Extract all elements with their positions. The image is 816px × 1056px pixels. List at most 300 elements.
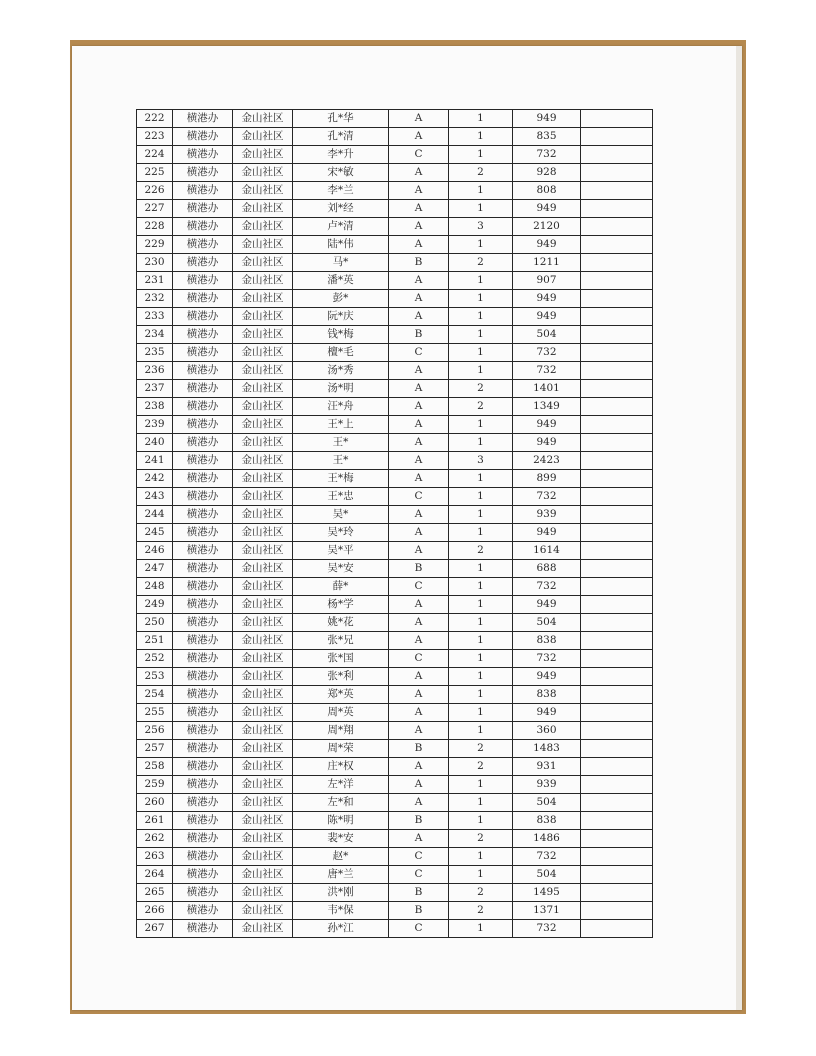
cell-household-count: 1 bbox=[449, 362, 513, 380]
cell-amount: 949 bbox=[513, 524, 581, 542]
cell-row-number: 260 bbox=[137, 794, 173, 812]
cell-row-number: 231 bbox=[137, 272, 173, 290]
cell-community: 金山社区 bbox=[233, 758, 293, 776]
cell-household-count: 2 bbox=[449, 758, 513, 776]
cell-household-count: 3 bbox=[449, 452, 513, 470]
cell-office: 横港办 bbox=[173, 560, 233, 578]
cell-office: 横港办 bbox=[173, 272, 233, 290]
cell-note bbox=[581, 614, 653, 632]
cell-note bbox=[581, 578, 653, 596]
cell-office: 横港办 bbox=[173, 470, 233, 488]
cell-name: 左*洋 bbox=[293, 776, 389, 794]
cell-row-number: 227 bbox=[137, 200, 173, 218]
cell-name: 钱*梅 bbox=[293, 326, 389, 344]
cell-name: 郑*英 bbox=[293, 686, 389, 704]
cell-office: 横港办 bbox=[173, 848, 233, 866]
cell-amount: 732 bbox=[513, 344, 581, 362]
cell-name: 彭* bbox=[293, 290, 389, 308]
cell-community: 金山社区 bbox=[233, 128, 293, 146]
cell-name: 周*荣 bbox=[293, 740, 389, 758]
cell-category: A bbox=[389, 704, 449, 722]
table-row bbox=[137, 416, 653, 434]
cell-row-number: 264 bbox=[137, 866, 173, 884]
cell-name: 吴*平 bbox=[293, 542, 389, 560]
cell-amount: 939 bbox=[513, 506, 581, 524]
cell-office: 横港办 bbox=[173, 398, 233, 416]
cell-category: C bbox=[389, 344, 449, 362]
cell-note bbox=[581, 398, 653, 416]
cell-note bbox=[581, 686, 653, 704]
cell-amount: 949 bbox=[513, 200, 581, 218]
cell-amount: 1401 bbox=[513, 380, 581, 398]
cell-community: 金山社区 bbox=[233, 416, 293, 434]
cell-office: 横港办 bbox=[173, 416, 233, 434]
cell-community: 金山社区 bbox=[233, 236, 293, 254]
cell-note bbox=[581, 560, 653, 578]
cell-note bbox=[581, 362, 653, 380]
cell-household-count: 1 bbox=[449, 200, 513, 218]
cell-community: 金山社区 bbox=[233, 542, 293, 560]
cell-amount: 838 bbox=[513, 632, 581, 650]
table-row bbox=[137, 110, 653, 128]
table-row bbox=[137, 830, 653, 848]
cell-row-number: 245 bbox=[137, 524, 173, 542]
cell-household-count: 1 bbox=[449, 686, 513, 704]
cell-amount: 899 bbox=[513, 470, 581, 488]
cell-amount: 1371 bbox=[513, 902, 581, 920]
cell-community: 金山社区 bbox=[233, 902, 293, 920]
cell-note bbox=[581, 848, 653, 866]
cell-household-count: 1 bbox=[449, 848, 513, 866]
cell-name: 李*升 bbox=[293, 146, 389, 164]
cell-amount: 949 bbox=[513, 110, 581, 128]
cell-household-count: 1 bbox=[449, 920, 513, 938]
cell-note bbox=[581, 488, 653, 506]
cell-community: 金山社区 bbox=[233, 632, 293, 650]
cell-row-number: 259 bbox=[137, 776, 173, 794]
cell-office: 横港办 bbox=[173, 380, 233, 398]
table-row bbox=[137, 776, 653, 794]
cell-community: 金山社区 bbox=[233, 830, 293, 848]
cell-household-count: 1 bbox=[449, 236, 513, 254]
cell-note bbox=[581, 146, 653, 164]
cell-note bbox=[581, 668, 653, 686]
cell-household-count: 1 bbox=[449, 182, 513, 200]
cell-office: 横港办 bbox=[173, 290, 233, 308]
cell-category: A bbox=[389, 308, 449, 326]
cell-community: 金山社区 bbox=[233, 794, 293, 812]
cell-row-number: 251 bbox=[137, 632, 173, 650]
cell-note bbox=[581, 758, 653, 776]
cell-office: 横港办 bbox=[173, 488, 233, 506]
cell-row-number: 228 bbox=[137, 218, 173, 236]
cell-category: A bbox=[389, 452, 449, 470]
cell-household-count: 1 bbox=[449, 596, 513, 614]
table-row bbox=[137, 758, 653, 776]
cell-amount: 1211 bbox=[513, 254, 581, 272]
cell-household-count: 1 bbox=[449, 632, 513, 650]
cell-amount: 1495 bbox=[513, 884, 581, 902]
cell-row-number: 239 bbox=[137, 416, 173, 434]
cell-note bbox=[581, 182, 653, 200]
cell-name: 姚*花 bbox=[293, 614, 389, 632]
cell-name: 孔*清 bbox=[293, 128, 389, 146]
cell-community: 金山社区 bbox=[233, 560, 293, 578]
table-row bbox=[137, 452, 653, 470]
cell-row-number: 236 bbox=[137, 362, 173, 380]
cell-office: 横港办 bbox=[173, 614, 233, 632]
table-row bbox=[137, 326, 653, 344]
cell-name: 吴*玲 bbox=[293, 524, 389, 542]
cell-household-count: 1 bbox=[449, 308, 513, 326]
table-row bbox=[137, 308, 653, 326]
table-row bbox=[137, 434, 653, 452]
cell-household-count: 1 bbox=[449, 668, 513, 686]
cell-community: 金山社区 bbox=[233, 614, 293, 632]
cell-household-count: 1 bbox=[449, 776, 513, 794]
table-row bbox=[137, 506, 653, 524]
cell-category: A bbox=[389, 614, 449, 632]
cell-name: 王* bbox=[293, 452, 389, 470]
cell-office: 横港办 bbox=[173, 308, 233, 326]
cell-category: C bbox=[389, 866, 449, 884]
table-row bbox=[137, 380, 653, 398]
cell-household-count: 1 bbox=[449, 272, 513, 290]
cell-amount: 688 bbox=[513, 560, 581, 578]
cell-category: A bbox=[389, 416, 449, 434]
cell-community: 金山社区 bbox=[233, 218, 293, 236]
cell-note bbox=[581, 236, 653, 254]
cell-row-number: 233 bbox=[137, 308, 173, 326]
cell-amount: 808 bbox=[513, 182, 581, 200]
cell-community: 金山社区 bbox=[233, 668, 293, 686]
cell-name: 孔*华 bbox=[293, 110, 389, 128]
table-row bbox=[137, 812, 653, 830]
cell-office: 横港办 bbox=[173, 542, 233, 560]
cell-row-number: 257 bbox=[137, 740, 173, 758]
cell-amount: 838 bbox=[513, 812, 581, 830]
cell-category: A bbox=[389, 596, 449, 614]
cell-category: B bbox=[389, 740, 449, 758]
cell-note bbox=[581, 596, 653, 614]
cell-row-number: 240 bbox=[137, 434, 173, 452]
cell-category: B bbox=[389, 326, 449, 344]
cell-office: 横港办 bbox=[173, 920, 233, 938]
cell-community: 金山社区 bbox=[233, 722, 293, 740]
cell-household-count: 1 bbox=[449, 722, 513, 740]
cell-name: 裴*安 bbox=[293, 830, 389, 848]
cell-office: 横港办 bbox=[173, 578, 233, 596]
cell-community: 金山社区 bbox=[233, 434, 293, 452]
cell-category: A bbox=[389, 110, 449, 128]
cell-name: 陈*明 bbox=[293, 812, 389, 830]
cell-amount: 949 bbox=[513, 236, 581, 254]
cell-community: 金山社区 bbox=[233, 200, 293, 218]
cell-note bbox=[581, 632, 653, 650]
cell-office: 横港办 bbox=[173, 182, 233, 200]
cell-category: A bbox=[389, 164, 449, 182]
cell-amount: 835 bbox=[513, 128, 581, 146]
cell-household-count: 2 bbox=[449, 884, 513, 902]
cell-name: 马* bbox=[293, 254, 389, 272]
cell-office: 横港办 bbox=[173, 740, 233, 758]
cell-row-number: 242 bbox=[137, 470, 173, 488]
cell-note bbox=[581, 110, 653, 128]
cell-row-number: 235 bbox=[137, 344, 173, 362]
cell-household-count: 3 bbox=[449, 218, 513, 236]
cell-amount: 1486 bbox=[513, 830, 581, 848]
cell-category: A bbox=[389, 200, 449, 218]
cell-category: A bbox=[389, 236, 449, 254]
cell-household-count: 1 bbox=[449, 110, 513, 128]
cell-category: A bbox=[389, 128, 449, 146]
cell-amount: 732 bbox=[513, 362, 581, 380]
cell-amount: 732 bbox=[513, 848, 581, 866]
cell-household-count: 1 bbox=[449, 866, 513, 884]
cell-community: 金山社区 bbox=[233, 866, 293, 884]
cell-household-count: 1 bbox=[449, 650, 513, 668]
cell-name: 王*上 bbox=[293, 416, 389, 434]
table-row bbox=[137, 200, 653, 218]
recipient-table bbox=[136, 109, 653, 938]
cell-office: 横港办 bbox=[173, 110, 233, 128]
cell-household-count: 1 bbox=[449, 614, 513, 632]
table-row bbox=[137, 128, 653, 146]
cell-community: 金山社区 bbox=[233, 308, 293, 326]
table-row bbox=[137, 290, 653, 308]
cell-row-number: 246 bbox=[137, 542, 173, 560]
table-row bbox=[137, 560, 653, 578]
cell-community: 金山社区 bbox=[233, 398, 293, 416]
cell-office: 横港办 bbox=[173, 758, 233, 776]
cell-name: 张*兄 bbox=[293, 632, 389, 650]
table-row bbox=[137, 668, 653, 686]
cell-office: 横港办 bbox=[173, 236, 233, 254]
cell-community: 金山社区 bbox=[233, 740, 293, 758]
cell-office: 横港办 bbox=[173, 884, 233, 902]
cell-category: A bbox=[389, 524, 449, 542]
cell-row-number: 250 bbox=[137, 614, 173, 632]
cell-note bbox=[581, 866, 653, 884]
cell-household-count: 1 bbox=[449, 524, 513, 542]
cell-name: 宋*敏 bbox=[293, 164, 389, 182]
table-row bbox=[137, 272, 653, 290]
table-row bbox=[137, 344, 653, 362]
cell-row-number: 262 bbox=[137, 830, 173, 848]
cell-community: 金山社区 bbox=[233, 254, 293, 272]
cell-row-number: 244 bbox=[137, 506, 173, 524]
cell-category: A bbox=[389, 218, 449, 236]
table-row bbox=[137, 524, 653, 542]
cell-community: 金山社区 bbox=[233, 146, 293, 164]
cell-note bbox=[581, 740, 653, 758]
cell-note bbox=[581, 470, 653, 488]
cell-note bbox=[581, 830, 653, 848]
cell-household-count: 2 bbox=[449, 254, 513, 272]
cell-name: 孙*江 bbox=[293, 920, 389, 938]
cell-name: 王*忠 bbox=[293, 488, 389, 506]
cell-name: 潘*英 bbox=[293, 272, 389, 290]
cell-row-number: 224 bbox=[137, 146, 173, 164]
cell-category: C bbox=[389, 578, 449, 596]
cell-row-number: 241 bbox=[137, 452, 173, 470]
cell-household-count: 2 bbox=[449, 398, 513, 416]
cell-note bbox=[581, 812, 653, 830]
cell-note bbox=[581, 524, 653, 542]
cell-amount: 1349 bbox=[513, 398, 581, 416]
cell-row-number: 249 bbox=[137, 596, 173, 614]
cell-category: A bbox=[389, 272, 449, 290]
table-row bbox=[137, 542, 653, 560]
cell-name: 吴*安 bbox=[293, 560, 389, 578]
cell-amount: 2423 bbox=[513, 452, 581, 470]
cell-category: B bbox=[389, 884, 449, 902]
cell-name: 韦*保 bbox=[293, 902, 389, 920]
cell-amount: 939 bbox=[513, 776, 581, 794]
cell-community: 金山社区 bbox=[233, 776, 293, 794]
cell-office: 横港办 bbox=[173, 866, 233, 884]
cell-household-count: 1 bbox=[449, 416, 513, 434]
cell-household-count: 1 bbox=[449, 434, 513, 452]
cell-row-number: 243 bbox=[137, 488, 173, 506]
table-row bbox=[137, 722, 653, 740]
table-row bbox=[137, 398, 653, 416]
cell-amount: 732 bbox=[513, 650, 581, 668]
table-row bbox=[137, 164, 653, 182]
cell-category: A bbox=[389, 290, 449, 308]
cell-office: 横港办 bbox=[173, 254, 233, 272]
cell-name: 吴* bbox=[293, 506, 389, 524]
cell-note bbox=[581, 308, 653, 326]
cell-amount: 732 bbox=[513, 146, 581, 164]
cell-office: 横港办 bbox=[173, 704, 233, 722]
cell-office: 横港办 bbox=[173, 902, 233, 920]
cell-amount: 732 bbox=[513, 578, 581, 596]
cell-office: 横港办 bbox=[173, 596, 233, 614]
cell-office: 横港办 bbox=[173, 452, 233, 470]
cell-community: 金山社区 bbox=[233, 596, 293, 614]
cell-name: 薛* bbox=[293, 578, 389, 596]
cell-note bbox=[581, 272, 653, 290]
cell-category: A bbox=[389, 758, 449, 776]
cell-row-number: 222 bbox=[137, 110, 173, 128]
cell-community: 金山社区 bbox=[233, 182, 293, 200]
cell-row-number: 234 bbox=[137, 326, 173, 344]
cell-household-count: 2 bbox=[449, 902, 513, 920]
table-row bbox=[137, 632, 653, 650]
cell-category: B bbox=[389, 254, 449, 272]
cell-amount: 907 bbox=[513, 272, 581, 290]
cell-name: 卢*清 bbox=[293, 218, 389, 236]
cell-note bbox=[581, 884, 653, 902]
cell-office: 横港办 bbox=[173, 776, 233, 794]
cell-category: B bbox=[389, 812, 449, 830]
cell-household-count: 1 bbox=[449, 812, 513, 830]
cell-category: A bbox=[389, 686, 449, 704]
cell-amount: 949 bbox=[513, 434, 581, 452]
cell-community: 金山社区 bbox=[233, 380, 293, 398]
cell-note bbox=[581, 434, 653, 452]
cell-note bbox=[581, 326, 653, 344]
cell-note bbox=[581, 902, 653, 920]
table-row bbox=[137, 866, 653, 884]
cell-note bbox=[581, 794, 653, 812]
cell-row-number: 252 bbox=[137, 650, 173, 668]
cell-household-count: 2 bbox=[449, 380, 513, 398]
cell-office: 横港办 bbox=[173, 524, 233, 542]
table-body bbox=[137, 110, 653, 938]
cell-household-count: 2 bbox=[449, 164, 513, 182]
cell-household-count: 1 bbox=[449, 128, 513, 146]
cell-row-number: 229 bbox=[137, 236, 173, 254]
cell-community: 金山社区 bbox=[233, 164, 293, 182]
cell-office: 横港办 bbox=[173, 506, 233, 524]
cell-row-number: 265 bbox=[137, 884, 173, 902]
cell-name: 刘*经 bbox=[293, 200, 389, 218]
cell-community: 金山社区 bbox=[233, 704, 293, 722]
cell-row-number: 247 bbox=[137, 560, 173, 578]
cell-name: 张*利 bbox=[293, 668, 389, 686]
cell-community: 金山社区 bbox=[233, 488, 293, 506]
cell-category: A bbox=[389, 830, 449, 848]
cell-office: 横港办 bbox=[173, 326, 233, 344]
cell-amount: 949 bbox=[513, 416, 581, 434]
cell-category: A bbox=[389, 470, 449, 488]
cell-row-number: 266 bbox=[137, 902, 173, 920]
cell-household-count: 2 bbox=[449, 830, 513, 848]
cell-row-number: 237 bbox=[137, 380, 173, 398]
cell-household-count: 2 bbox=[449, 542, 513, 560]
table-row bbox=[137, 884, 653, 902]
table-row bbox=[137, 614, 653, 632]
cell-amount: 928 bbox=[513, 164, 581, 182]
cell-office: 横港办 bbox=[173, 686, 233, 704]
cell-name: 周*英 bbox=[293, 704, 389, 722]
cell-office: 横港办 bbox=[173, 650, 233, 668]
table-row bbox=[137, 650, 653, 668]
cell-amount: 949 bbox=[513, 596, 581, 614]
cell-household-count: 1 bbox=[449, 290, 513, 308]
cell-note bbox=[581, 344, 653, 362]
cell-amount: 2120 bbox=[513, 218, 581, 236]
cell-community: 金山社区 bbox=[233, 290, 293, 308]
cell-office: 横港办 bbox=[173, 344, 233, 362]
cell-office: 横港办 bbox=[173, 830, 233, 848]
cell-office: 横港办 bbox=[173, 434, 233, 452]
cell-household-count: 1 bbox=[449, 470, 513, 488]
cell-category: A bbox=[389, 776, 449, 794]
cell-name: 左*和 bbox=[293, 794, 389, 812]
cell-row-number: 255 bbox=[137, 704, 173, 722]
cell-community: 金山社区 bbox=[233, 344, 293, 362]
cell-category: C bbox=[389, 920, 449, 938]
cell-category: C bbox=[389, 848, 449, 866]
cell-category: A bbox=[389, 182, 449, 200]
cell-name: 阮*庆 bbox=[293, 308, 389, 326]
table-row bbox=[137, 920, 653, 938]
cell-household-count: 1 bbox=[449, 794, 513, 812]
cell-amount: 360 bbox=[513, 722, 581, 740]
cell-office: 横港办 bbox=[173, 632, 233, 650]
cell-name: 赵* bbox=[293, 848, 389, 866]
cell-name: 汤*明 bbox=[293, 380, 389, 398]
cell-note bbox=[581, 704, 653, 722]
cell-note bbox=[581, 416, 653, 434]
cell-name: 王*梅 bbox=[293, 470, 389, 488]
cell-community: 金山社区 bbox=[233, 326, 293, 344]
table-row bbox=[137, 254, 653, 272]
cell-row-number: 238 bbox=[137, 398, 173, 416]
